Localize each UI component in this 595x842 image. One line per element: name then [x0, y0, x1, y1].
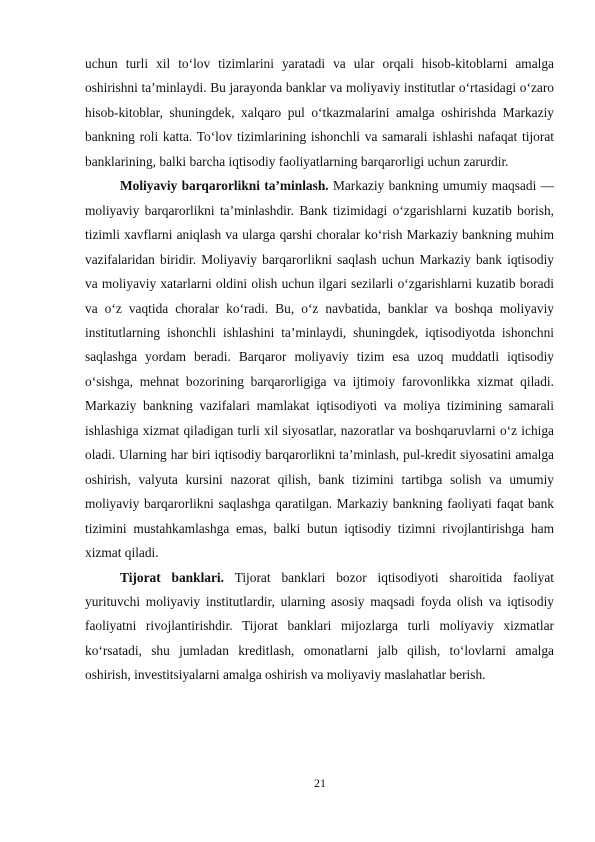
paragraph-text: Markaziy bankning umumiy maqsadi — moliyaviy barqarorlikni ta’minlashdir. Bank tizimidagi o‘zgarishlarni kuzatib borish, tizimli xavflarni aniqlash va ularga qarshi choralar ko‘rish Markaziy bankning muhim vazifalaridan biridir. Moliyaviy barqarorlikni saqlash uchun Markaziy bank iqtisodiy va moliyaviy xatarlarni oldini olish uchun ilgari sezilarli o‘zgarishlarni kuzatib boradi va o‘z vaqtida choralar ko‘radi. Bu, o‘z navbatida, banklar va boshqa moliyaviy institutlarning ishonchli ishlashini ta’minlaydi, shuningdek, iqtisodiyotda ishonchni saqlashga yordam beradi. Barqaror moliyaviy tizim esa uzoq muddatli iqtisodiy o‘sishga, mehnat bozorining barqarorligiga va ijtimoiy farovonlikka xizmat qiladi. Markaziy bankning vazifalari mamlakat iqtisodiyoti va moliya tizimining samarali ishlashiga xizmat qiladigan turli xil siyosatlar, nazoratlar va boshqaruvlarni o‘z ichiga oladi. Ularning har biri iqtisodiy barqarorlikni ta’minlash, pul-kredit siyosatini amalga oshirish, valyuta kursini nazorat qilish, bank tizimini tartibga solish va umumiy moliyaviy barqarorlikni saqlashga qaratilgan. Markaziy bankning faoliyati faqat bank tizimini mustahkamlashga emas, balki butun iqtisodiy tizimni rivojlantirishga ham xizmat qiladi. — [85, 178, 554, 561]
paragraph-text: uchun turli xil to‘lov tizimlarini yaratadi va ular orqali hisob-kitoblarni amalga oshirishni ta’minlaydi. Bu jarayonda banklar va moliyaviy institutlar o‘rtasidagi o‘zaro hisob-kitoblar, shuningdek, xalqaro pul o‘tkazmalarini amalga oshirishda Markaziy bankning roli katta. To‘lov tizimlarining ishonchli va samarali ishlashi nafaqat tijorat banklarining, balki barcha iqtisodiy faoliyatlarning barqarorligi uchun zarurdir. — [85, 56, 554, 169]
section-term-financial-stability: Moliyaviy barqarorlikni ta’minlash. — [120, 178, 329, 194]
paragraph-financial-stability — [85, 174, 554, 565]
body-text — [85, 52, 554, 688]
paragraph-payment-systems — [85, 52, 554, 174]
page-number: 21 — [314, 776, 326, 790]
paragraph-commercial-banks — [85, 566, 554, 688]
paragraph-text: Tijorat banklari bozor iqtisodiyoti sharoitida faoliyat yurituvchi moliyaviy institutlardir, ularning asosiy maqsadi foyda olish va iqtisodiy faoliyatni rivojlantirishdir. Tijorat banklari mijozlarga turli moliyaviy xizmatlar ko‘rsatadi, shu jumladan kreditlash, omonatlarni jalb qilish, to‘lovlarni amalga oshirish, investitsiyalarni amalga oshirish va moliyaviy maslahatlar berish. — [85, 569, 554, 683]
section-term-commercial-banks: Tijorat banklari. — [120, 569, 224, 585]
